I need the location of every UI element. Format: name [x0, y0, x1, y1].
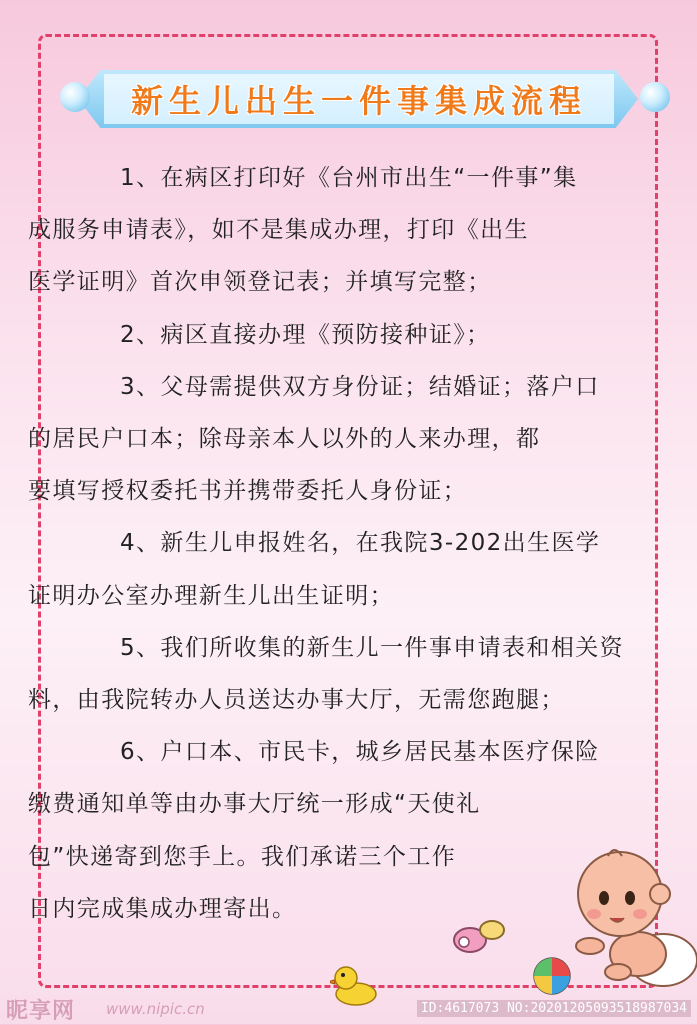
step-2 — [74, 309, 664, 361]
ball-yellow-segment — [534, 976, 552, 994]
step-3-line-1: 3、父母需提供双方身份证；结婚证；落户口 — [120, 373, 600, 400]
watermark-logo: 昵享网 — [6, 999, 76, 1024]
step-5 — [28, 622, 664, 726]
step-4-line-2: 证明办公室办理新生儿出生证明； — [28, 582, 394, 609]
baby-ear — [650, 884, 670, 904]
step-4 — [28, 517, 664, 621]
ball-green-segment — [534, 958, 552, 976]
baby-cheek-left — [587, 909, 601, 919]
baby-eye-right — [625, 891, 635, 905]
ball-red-segment — [552, 958, 570, 976]
duck-eye — [341, 973, 345, 977]
baby-hand-left — [576, 938, 604, 954]
procedure-content — [28, 152, 664, 935]
duck-head — [335, 967, 357, 989]
right-blue-ball-decoration — [640, 82, 670, 112]
step-1-line-2: 成服务申请表》，如不是集成办理，打印《出生 — [28, 217, 529, 244]
baby-eye-left — [599, 891, 609, 905]
step-3 — [28, 361, 664, 518]
step-6-line-1: 6、户口本、市民卡，城乡居民基本医疗保险 — [120, 739, 600, 766]
rubber-duck-illustration — [330, 962, 378, 1006]
title-banner — [104, 74, 614, 124]
left-blue-ball-decoration — [60, 82, 90, 112]
watermark-url: www.nipic.cn — [106, 1000, 205, 1018]
step-5-line-1: 5、我们所收集的新生儿一件事申请表和相关资 — [120, 634, 625, 661]
step-5-line-2: 料，由我院转办人员送达办事大厅，无需您跑腿； — [28, 687, 565, 714]
step-3-line-2: 的居民户口本；除母亲本人以外的人来办理，都 — [28, 426, 541, 453]
step-4-line-1: 4、新生儿申报姓名，在我院3-202出生医学 — [120, 530, 601, 557]
step-6-line-3: 包”快递寄到您手上。我们承诺三个工作 — [28, 843, 457, 870]
step-1-line-1: 1、在病区打印好《台州市出生“一件事”集 — [120, 165, 578, 191]
step-1 — [28, 152, 664, 309]
toy-ball-illustration — [532, 956, 572, 996]
duck-beak — [330, 980, 335, 984]
pacifier-nipple — [480, 921, 504, 939]
pacifier-ring — [459, 937, 469, 947]
step-1-line-3: 医学证明》首次申领登记表；并填写完整； — [28, 269, 492, 296]
step-3-line-3: 要填写授权委托书并携带委托人身份证； — [28, 478, 468, 505]
step-2-line-1: 2、病区直接办理《预防接种证》； — [120, 321, 491, 348]
baby-illustration — [568, 842, 697, 992]
step-6-line-2: 缴费通知单等由办事大厅统一形成“天使礼 — [28, 791, 481, 818]
step-6-line-4: 日内完成集成办理寄出。 — [28, 895, 297, 922]
baby-cheek-right — [633, 909, 647, 919]
pacifier-illustration — [450, 916, 508, 958]
ball-blue-segment — [552, 976, 570, 994]
page-title: 新生儿出生一件事集成流程 — [130, 82, 587, 120]
watermark-id: ID:4617073 NO:20201205093518987034 — [417, 1000, 691, 1017]
baby-hand-right — [605, 964, 631, 980]
